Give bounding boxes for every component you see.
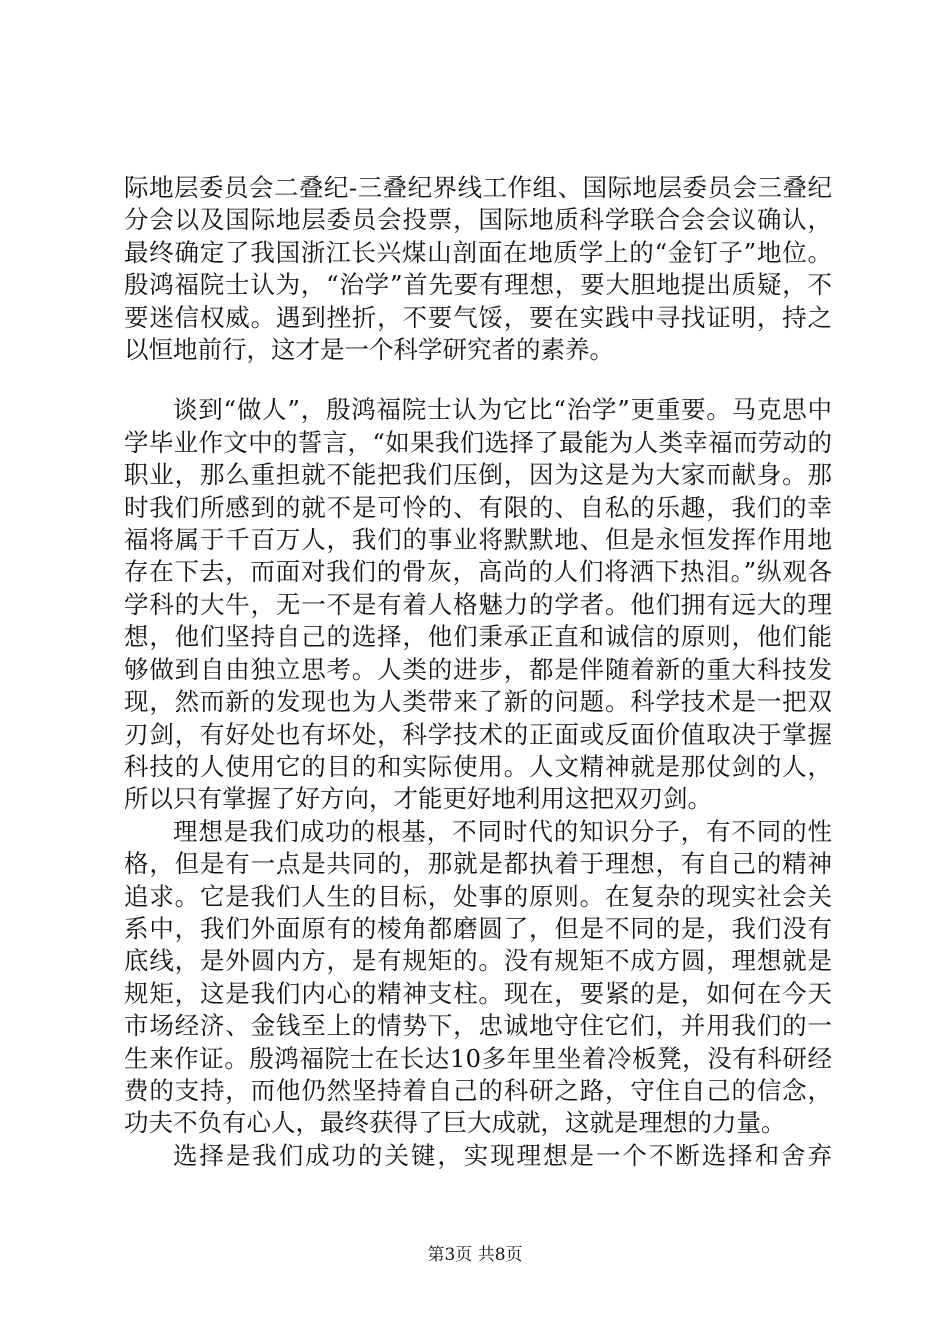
paragraph-gap	[124, 366, 832, 394]
page-number-footer: 第3页 共8页	[427, 1245, 523, 1265]
paragraph-4: 选择是我们成功的关键，实现理想是一个不断选择和舍弃	[173, 1140, 832, 1170]
paragraph-2: 谈到“做人”，殷鸿福院士认为它比“治学”更重要。马克思中学毕业作文中的誓言，“如果我们选择了最能为人类幸福而劳动的职业，那么重担就不能把我们压倒，因为这是为大家而献身。那时我们所感到的就不是可怜的、有限的、自私的乐趣，我们的幸福将属于千百万人，我们的事业将默默地、但是永恒发挥作用地存在下去，而面对我们的骨灰，高尚的人们将洒下热泪。”纵观各学科的大牛，无一不是有着人格魅力的学者。他们拥有远大的理想，他们坚持自己的选择，他们秉承正直和诚信的原则，他们能够做到自由独立思考。人类的进步，都是伴随着新的重大科技发现，然而新的发现也为人类带来了新的问题。科学技术是一把双刃剑，有好处也有坏处，科学技术的正面或反面价值取决于掌握科技的人使用它的目的和实际使用。人文精神就是那仗剑的人，所以只有掌握了好方向，才能更好地利用这把双刃剑。	[124, 395, 832, 814]
document-body	[124, 172, 832, 1172]
paragraph-1: 际地层委员会二叠纪-三叠纪界线工作组、国际地层委员会三叠纪分会以及国际地层委员会投票，国际地质科学联合会会议确认，最终确定了我国浙江长兴煤山剖面在地质学上的“金钉子”地位。殷鸿福院士认为，“治学”首先要有理想，要大胆地提出质疑，不要迷信权威。遇到挫折，不要气馁，要在实践中寻找证明，持之以恒地前行，这才是一个科学研究者的素养。	[124, 173, 832, 365]
paragraph-3: 理想是我们成功的根基，不同时代的知识分子，有不同的性格，但是有一点是共同的，那就是都执着于理想，有自己的精神追求。它是我们人生的目标，处事的原则。在复杂的现实社会关系中，我们外面原有的棱角都磨圆了，但是不同的是，我们没有底线，是外圆内方，是有规矩的。没有规矩不成方圆，理想就是规矩，这是我们内心的精神支柱。现在，要紧的是，如何在今天市场经济、金钱至上的情势下，忠诚地守住它们，并用我们的一生来作证。殷鸿福院士在长达10多年里坐着冷板凳，没有科研经费的支持，而他仍然坚持着自己的科研之路，守住自己的信念，功夫不负有心人，最终获得了巨大成就，这就是理想的力量。	[124, 816, 832, 1138]
